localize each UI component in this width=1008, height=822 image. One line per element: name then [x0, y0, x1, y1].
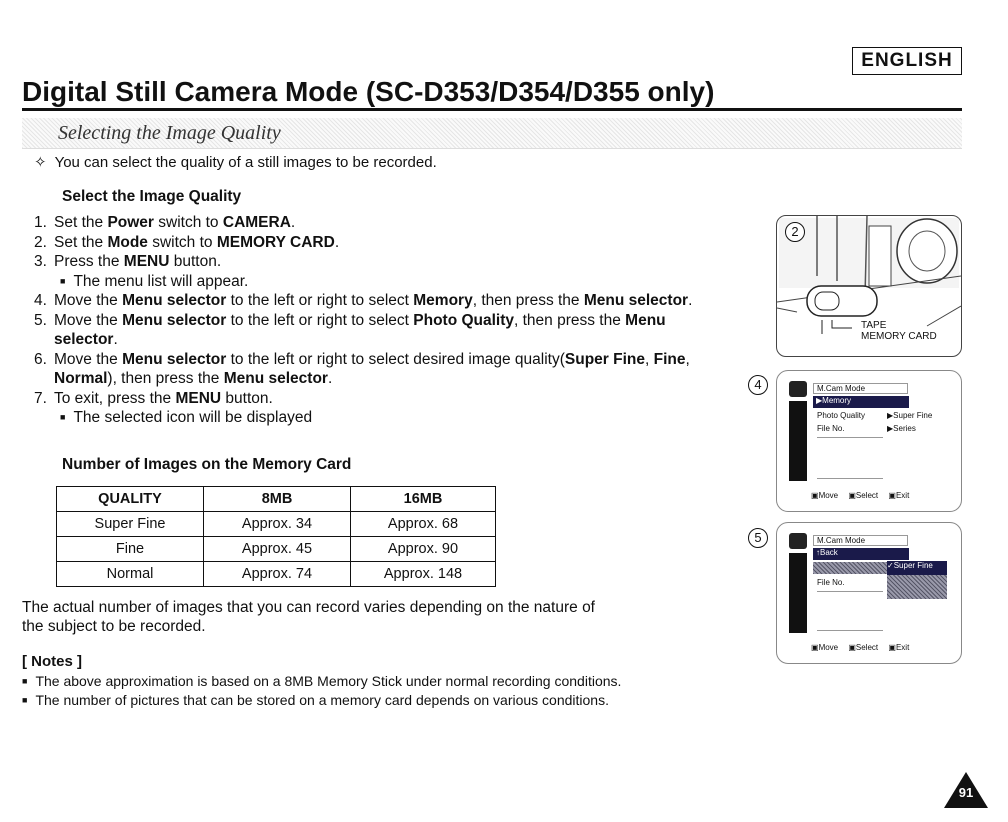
- step-keyword: Menu selector: [223, 370, 328, 387]
- step-keyword: Menu selector: [122, 311, 227, 329]
- select-icon: ▣: [848, 643, 856, 652]
- step-text: to the left or right to select: [226, 292, 414, 309]
- language-badge: ENGLISH: [852, 47, 962, 75]
- menu-item-photo-quality: Photo Quality: [817, 411, 866, 420]
- menu-value-super-fine: ▶Super Fine: [887, 411, 933, 420]
- step-number: 1.: [34, 214, 47, 231]
- note-text: The above approximation is based on a 8MB Memory Stick under normal recording conditions.: [35, 673, 622, 689]
- step-text: , then press the: [472, 292, 584, 309]
- table-cell: Super Fine: [57, 512, 204, 537]
- table-header-cell: 16MB: [351, 487, 496, 512]
- step-text: button.: [169, 253, 222, 270]
- step-number: 6.: [34, 350, 47, 368]
- step-number: 2.: [34, 233, 47, 251]
- step-number-5: 5: [748, 528, 768, 548]
- menu-item-file-no: File No.: [817, 424, 845, 433]
- intro-line: [34, 153, 437, 171]
- step-text: Move the: [54, 292, 123, 309]
- step-keyword: MEMORY CARD: [216, 233, 335, 251]
- footer-exit: Exit: [895, 643, 910, 652]
- footer-move: Move: [818, 491, 839, 500]
- move-icon: ▣: [811, 491, 819, 500]
- step-line: [34, 233, 692, 253]
- step-text: To exit, press the: [54, 389, 176, 407]
- table-header-cell: 8MB: [204, 487, 351, 512]
- step-line: [34, 272, 692, 292]
- step-line: [34, 389, 692, 409]
- menu-key-icon: ▣: [888, 491, 896, 500]
- steps-list: [34, 213, 692, 428]
- notes-heading: [ Notes ]: [22, 653, 82, 670]
- step-keyword: MENU: [175, 389, 222, 407]
- images-heading: Number of Images on the Memory Card: [62, 456, 352, 473]
- menu-value-series: ▶Series: [887, 424, 916, 433]
- table-header-row: [57, 487, 496, 512]
- note-text: The number of pictures that can be stored on a memory card depends on various conditions.: [35, 692, 609, 708]
- step-number: 5.: [34, 311, 47, 329]
- title-rule: [22, 108, 962, 111]
- step-line: [34, 311, 692, 331]
- footer-exit: Exit: [895, 491, 910, 500]
- menu-footer: [811, 491, 909, 500]
- step-text: .: [334, 233, 340, 251]
- notes-list: [22, 672, 621, 710]
- figure-5-menu-screen: [776, 522, 962, 664]
- step-text: .: [113, 331, 118, 348]
- diamond-bullet-icon: ✧: [34, 154, 47, 171]
- step-text: switch to: [147, 233, 217, 251]
- menu-item-file-no: File No.: [817, 578, 845, 587]
- table-header-cell: QUALITY: [57, 487, 204, 512]
- figure-4-menu-screen: [776, 370, 962, 512]
- square-bullet-icon: [22, 673, 35, 689]
- step-keyword: Photo Quality: [413, 311, 515, 329]
- table-cell: Approx. 34: [204, 512, 351, 537]
- move-icon: ▣: [811, 643, 819, 652]
- select-icon: ▣: [848, 491, 856, 500]
- menu-icon-column: [789, 553, 807, 633]
- step-text: button.: [221, 389, 273, 407]
- step-keyword: Mode: [107, 233, 148, 251]
- step-text: .: [688, 292, 693, 309]
- step-keyword: selector: [54, 331, 114, 348]
- tape-label: TAPE: [861, 320, 887, 331]
- step-text: .: [290, 214, 296, 231]
- step-text: to the left or right to select desired image quality(: [226, 350, 565, 368]
- select-heading: Select the Image Quality: [62, 188, 242, 205]
- step-line: [34, 213, 692, 233]
- step-line: [34, 350, 692, 370]
- step-keyword: Memory: [413, 292, 473, 309]
- step-line: [34, 408, 692, 428]
- step-number-4: 4: [748, 375, 768, 395]
- square-bullet-icon: [60, 273, 73, 290]
- step-number: 4.: [34, 292, 47, 309]
- table-cell: Normal: [57, 562, 204, 587]
- menu-value-options: [887, 575, 947, 599]
- square-bullet-icon: [22, 692, 35, 708]
- footer-select: Select: [855, 491, 879, 500]
- menu-mode-label: M.Cam Mode: [813, 535, 908, 546]
- step-keyword: Super Fine: [564, 350, 645, 368]
- step-text: to the left or right to select: [226, 311, 414, 329]
- step-keyword: Normal: [54, 370, 108, 387]
- menu-key-icon: ▣: [888, 643, 896, 652]
- step-line: [34, 291, 692, 311]
- step-text: Set the: [54, 233, 108, 251]
- camera-mode-icon: [789, 533, 807, 549]
- intro-text: You can select the quality of a still images to be recorded.: [54, 154, 437, 171]
- menu-icon-column: [789, 401, 807, 481]
- memory-card-label: MEMORY CARD: [861, 331, 937, 342]
- step-text: Press the: [54, 253, 124, 270]
- quality-table: [56, 486, 496, 587]
- page-title: Digital Still Camera Mode (SC-D353/D354/D355 only): [22, 76, 715, 107]
- step-text: , then press the: [514, 311, 626, 329]
- note-text-line: the subject to be recorded.: [22, 618, 206, 635]
- table-cell: Approx. 45: [204, 537, 351, 562]
- step-number: 7.: [34, 389, 47, 407]
- section-title: Selecting the Image Quality: [58, 122, 281, 144]
- note-text-line: The actual number of images that you can record varies depending on the nature of: [22, 599, 595, 616]
- step-keyword: Menu selector: [122, 350, 227, 368]
- table-cell: Approx. 148: [351, 562, 496, 587]
- note-item: [22, 691, 621, 710]
- step-keyword: Fine: [653, 350, 686, 368]
- step-text: .: [327, 370, 333, 387]
- step-keyword: Menu: [625, 311, 666, 329]
- menu-divider-lines: [817, 437, 883, 479]
- table-cell: Approx. 68: [351, 512, 496, 537]
- footer-select: Select: [855, 643, 879, 652]
- step-text: ), then press the: [107, 370, 224, 387]
- step-line: [34, 252, 692, 272]
- step-keyword: Menu selector: [122, 292, 227, 309]
- page-number: 91: [958, 785, 974, 800]
- camera-mode-icon: [789, 381, 807, 397]
- table-row: [57, 537, 496, 562]
- menu-item-memory: ▶Memory: [813, 396, 909, 408]
- step-keyword: Menu selector: [583, 292, 689, 309]
- step-keyword: Power: [107, 214, 154, 231]
- menu-mode-label: M.Cam Mode: [813, 383, 908, 394]
- menu-item-back: ↑Back: [813, 548, 909, 560]
- menu-footer: [811, 643, 909, 652]
- table-row: [57, 512, 496, 537]
- note-item: [22, 672, 621, 691]
- footer-move: Move: [818, 643, 839, 652]
- step-text: The menu list will appear.: [73, 272, 249, 290]
- step-text: switch to: [153, 214, 223, 231]
- step-line: [34, 330, 692, 350]
- step-text: Set the: [54, 214, 108, 231]
- menu-value-selected: ✓Super Fine: [887, 561, 947, 575]
- step-text: ,: [645, 350, 654, 368]
- table-cell: Approx. 90: [351, 537, 496, 562]
- step-keyword: CAMERA: [222, 214, 291, 231]
- table-cell: Approx. 74: [204, 562, 351, 587]
- step-text: Move the: [54, 311, 123, 329]
- figure-2-camcorder: [776, 215, 962, 357]
- step-text: The selected icon will be displayed: [73, 409, 313, 426]
- step-line: [34, 369, 692, 389]
- menu-divider-lines: [817, 591, 883, 631]
- step-text: Move the: [54, 350, 123, 368]
- step-text: ,: [685, 350, 690, 368]
- table-row: [57, 562, 496, 587]
- table-cell: Fine: [57, 537, 204, 562]
- step-keyword: MENU: [123, 253, 170, 270]
- step-number-2: 2: [785, 222, 805, 242]
- square-bullet-icon: [60, 409, 73, 426]
- step-number: 3.: [34, 253, 47, 270]
